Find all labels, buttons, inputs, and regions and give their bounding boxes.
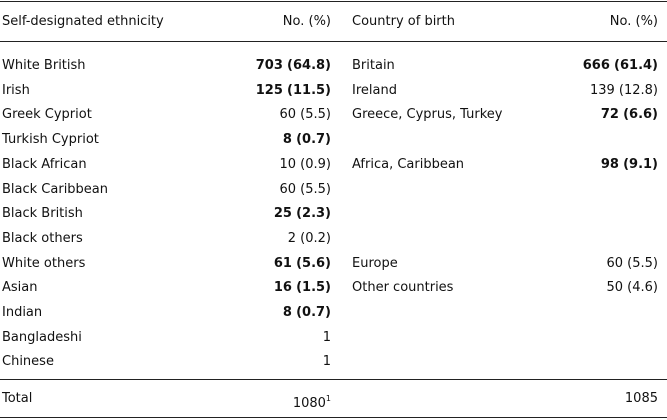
country-label: Greece, Cyprus, Turkey bbox=[352, 107, 503, 122]
country-label: Africa, Caribbean bbox=[352, 157, 465, 172]
country-count bbox=[583, 58, 658, 74]
total-ethnicity-value: 1080 bbox=[292, 396, 326, 411]
country-label: Ireland bbox=[352, 83, 397, 98]
ethnicity-count bbox=[274, 206, 331, 222]
ethnicity-n: 2 bbox=[287, 231, 297, 246]
ethnicity-count bbox=[283, 305, 331, 321]
ethnicity-count bbox=[256, 58, 331, 74]
country-pct: (4.6) bbox=[627, 280, 658, 295]
header-count-country: No. (%) bbox=[609, 14, 658, 29]
header-ethnicity: Self-designated ethnicity bbox=[2, 14, 164, 29]
ethnicity-pct: (0.7) bbox=[296, 132, 331, 147]
ethnicity-label: Greek Cypriot bbox=[2, 107, 92, 122]
country-label: Europe bbox=[352, 256, 398, 271]
ethnicity-pct: (0.9) bbox=[300, 157, 331, 172]
header-rule bbox=[0, 41, 667, 42]
ethnicity-n: 1 bbox=[322, 330, 331, 345]
total-ethnicity-count bbox=[293, 391, 331, 412]
ethnicity-n: 16 bbox=[273, 280, 292, 295]
country-label: Britain bbox=[352, 58, 395, 73]
ethnicity-count bbox=[288, 231, 331, 247]
table-bottom-rule bbox=[0, 417, 667, 418]
ethnicity-n: 8 bbox=[282, 132, 292, 147]
ethnicity-count bbox=[323, 354, 331, 370]
ethnicity-label: Irish bbox=[2, 83, 30, 98]
header-count-ethnicity: No. (%) bbox=[282, 14, 331, 29]
ethnicity-pct: (11.5) bbox=[287, 83, 331, 98]
country-count bbox=[601, 107, 658, 123]
ethnicity-n: 60 bbox=[279, 182, 297, 197]
ethnicity-count bbox=[283, 132, 331, 148]
ethnicity-count bbox=[274, 256, 331, 272]
country-n: 60 bbox=[606, 256, 624, 271]
ethnicity-pct: (5.6) bbox=[296, 256, 331, 271]
ethnicity-pct: (5.5) bbox=[300, 182, 331, 197]
ethnicity-count bbox=[279, 107, 331, 123]
ethnicity-pct: (0.7) bbox=[296, 305, 331, 320]
ethnicity-pct: (2.3) bbox=[296, 206, 331, 221]
ethnicity-label: Bangladeshi bbox=[2, 330, 82, 345]
ethnicity-label: Black African bbox=[2, 157, 87, 172]
ethnicity-label: White others bbox=[2, 256, 86, 271]
ethnicity-n: 61 bbox=[273, 256, 292, 271]
ethnicity-count bbox=[279, 182, 331, 198]
ethnicity-n: 10 bbox=[279, 157, 297, 172]
ethnicity-pct: (0.2) bbox=[300, 231, 331, 246]
country-count bbox=[590, 83, 658, 99]
country-n: 72 bbox=[600, 107, 619, 122]
ethnicity-n: 8 bbox=[282, 305, 292, 320]
ethnicity-pct: (5.5) bbox=[300, 107, 331, 122]
ethnicity-count bbox=[323, 330, 331, 346]
ethnicity-n: 60 bbox=[279, 107, 297, 122]
country-n: 666 bbox=[582, 58, 610, 73]
total-label: Total bbox=[2, 391, 33, 406]
ethnicity-label: White British bbox=[2, 58, 86, 73]
ethnicity-label: Black British bbox=[2, 206, 83, 221]
ethnicity-count bbox=[256, 83, 331, 99]
ethnicity-label: Black others bbox=[2, 231, 83, 246]
country-pct: (6.6) bbox=[623, 107, 658, 122]
ethnicity-n: 125 bbox=[255, 83, 283, 98]
total-footnote-marker: 1 bbox=[325, 394, 331, 403]
ethnicity-count bbox=[279, 157, 331, 173]
ethnicity-pct: (1.5) bbox=[296, 280, 331, 295]
table-top-rule bbox=[0, 1, 667, 2]
ethnicity-label: Turkish Cypriot bbox=[2, 132, 99, 147]
country-label: Other countries bbox=[352, 280, 454, 295]
country-pct: (9.1) bbox=[623, 157, 658, 172]
ethnicity-n: 703 bbox=[255, 58, 283, 73]
ethnicity-n: 1 bbox=[322, 354, 331, 369]
ethnicity-count bbox=[274, 280, 331, 296]
country-pct: (5.5) bbox=[627, 256, 658, 271]
country-n: 98 bbox=[600, 157, 619, 172]
country-pct: (12.8) bbox=[618, 83, 658, 98]
ethnicity-n: 25 bbox=[273, 206, 292, 221]
ethnicity-label: Chinese bbox=[2, 354, 54, 369]
total-rule bbox=[0, 379, 667, 380]
country-count bbox=[606, 280, 658, 296]
country-count bbox=[606, 256, 658, 272]
ethnicity-label: Indian bbox=[2, 305, 43, 320]
country-n: 50 bbox=[606, 280, 624, 295]
country-n: 139 bbox=[589, 83, 615, 98]
country-pct: (61.4) bbox=[614, 58, 658, 73]
ethnicity-label: Black Caribbean bbox=[2, 182, 109, 197]
header-country-of-birth: Country of birth bbox=[352, 14, 455, 29]
total-country-count: 1085 bbox=[624, 391, 658, 406]
ethnicity-label: Asian bbox=[2, 280, 38, 295]
country-count bbox=[601, 157, 658, 173]
ethnicity-pct: (64.8) bbox=[287, 58, 331, 73]
